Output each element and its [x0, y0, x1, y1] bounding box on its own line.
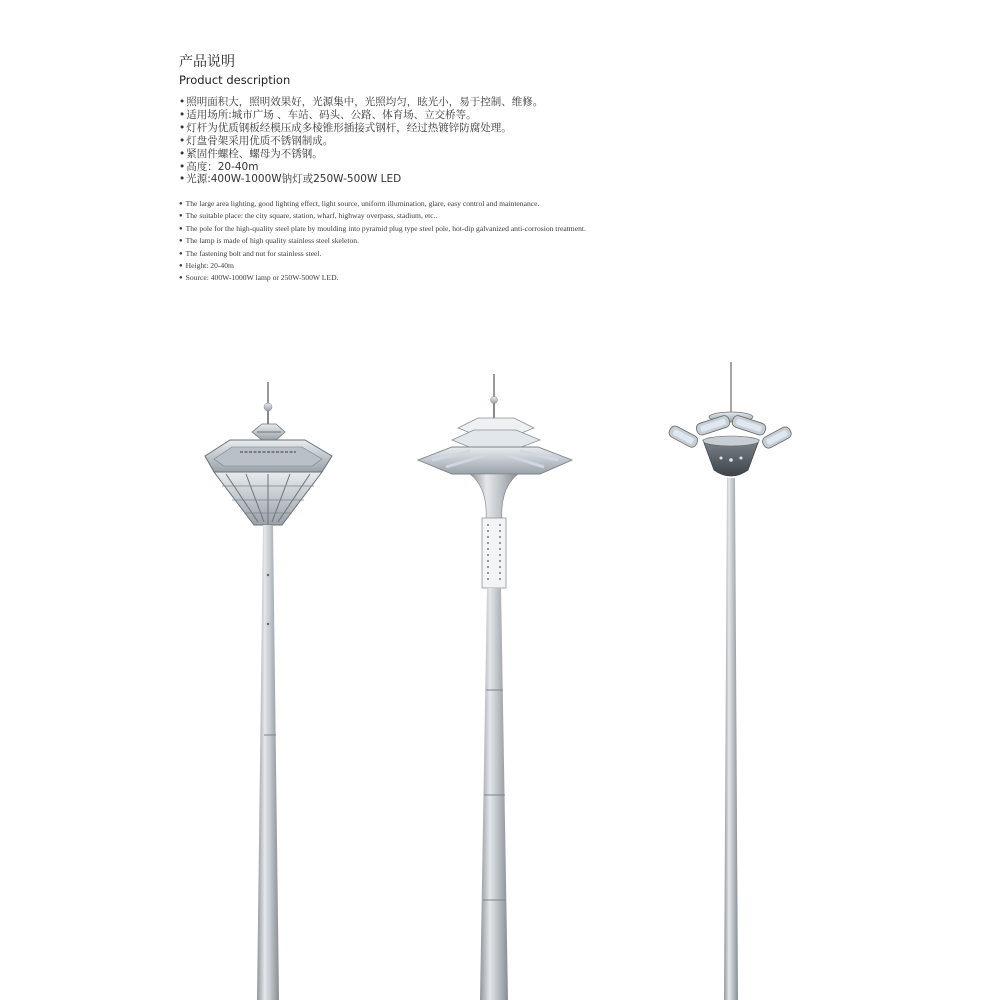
- feature-cn-item: • 灯盘骨架采用优质不锈钢制成。: [179, 135, 543, 148]
- title-chinese: 产品说明: [179, 54, 235, 70]
- high-mast-lamp-crown-icon: [205, 382, 332, 1000]
- feature-en-item: ● Height: 20-40m: [179, 260, 586, 272]
- high-mast-lamp-tiered-icon: [418, 374, 572, 1000]
- feature-cn-item: • 光源:400W-1000W钠灯或250W-500W LED: [179, 173, 543, 186]
- feature-cn-item: • 适用场所:城市广场 、车站、码头、公路、体育场、立交桥等。: [179, 109, 543, 122]
- feature-cn-item: • 照明面积大，照明效果好，光源集中，光照均匀，眩光小，易于控制、维修。: [179, 96, 543, 109]
- feature-en-item: ● The lamp is made of high quality stainless steel skeleton.: [179, 235, 586, 247]
- feature-cn-item: • 灯杆为优质钢板经模压成多棱锥形插接式钢杆，经过热镀锌防腐处理。: [179, 122, 543, 135]
- feature-en-item: ● The large area lighting, good lighting effect, light source, uniform illumination, glare, easy control and maintenance.: [179, 198, 586, 210]
- feature-en-item: ● The suitable place: the city square, station, wharf, highway overpass, stadium, etc..: [179, 210, 586, 222]
- feature-en-item: ● The pole for the high-quality steel plate by moulding into pyramid plug type steel pole, hot-dip galvanized anti-corrosion treatment.: [179, 223, 586, 235]
- feature-en-item: ● Source: 400W-1000W lamp or 250W-500W LED.: [179, 272, 586, 284]
- feature-en-item: ● The fastening bolt and nut for stainless steel.: [179, 248, 586, 260]
- feature-cn-item: • 紧固件螺栓、螺母为不锈钢。: [179, 148, 543, 161]
- high-mast-lamp-led-flood-icon: [667, 362, 793, 1000]
- title-english: Product description: [179, 73, 291, 87]
- feature-cn-item: • 高度：20-40m: [179, 161, 543, 174]
